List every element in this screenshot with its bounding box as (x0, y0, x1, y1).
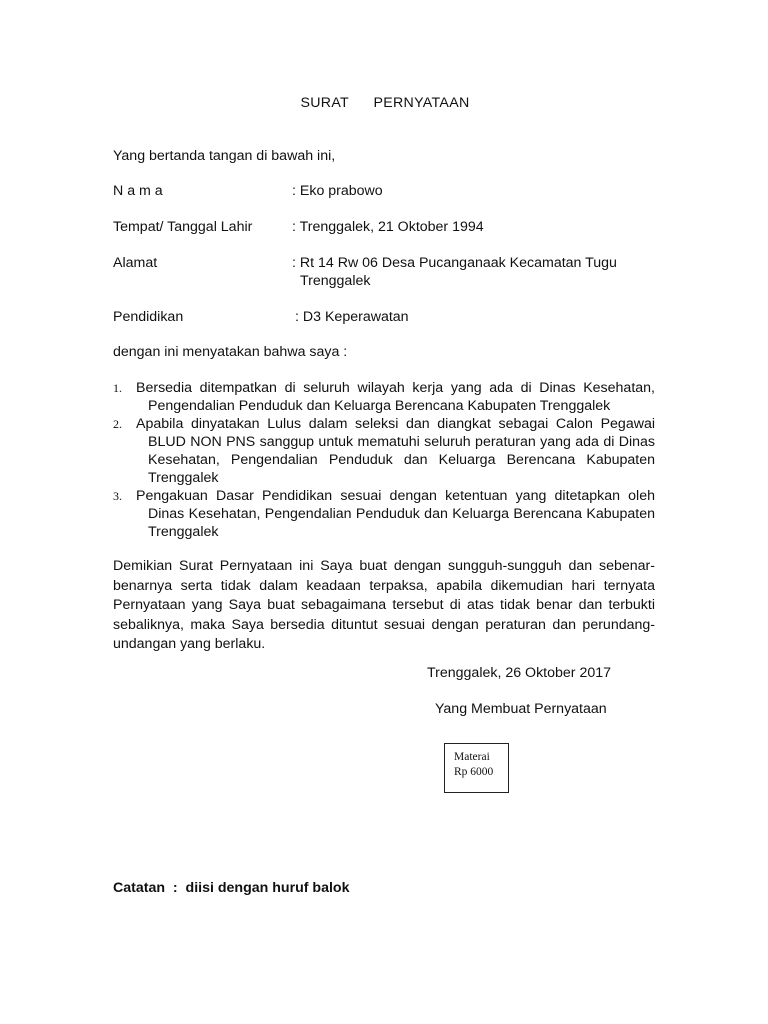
field-label-alamat: Alamat (113, 255, 158, 271)
field-value-alamat-line2: Trenggalek (300, 273, 371, 289)
field-label-nama: N a m a (113, 183, 163, 199)
closing-paragraph: Demikian Surat Pernyataan ini Saya buat dengan sungguh-sungguh dan sebenar-benarnya serta tidak dalam keadaan terpaksa, apabila dikemudian hari ternyata Pernyataan yang Saya buat sebagaimana tersebut di atas tidak benar dan terbukti sebaliknya, maka Saya bersedia dituntut sesuai dengan peraturan dan perundang-undangan yang berlaku. (113, 558, 655, 652)
field-label-ttl: Tempat/ Tanggal Lahir (113, 219, 253, 235)
point-text-body: Bersedia ditempatkan di seluruh wilayah kerja yang ada di Dinas Kesehatan, Pengendalian Penduduk dan Keluarga Berencana Kabupaten Trenggalek (136, 380, 655, 414)
statement-intro: dengan ini menyatakan bahwa saya : (113, 344, 348, 360)
intro-text: Yang bertanda tangan di bawah ini, (113, 148, 336, 164)
place-date: Trenggalek, 26 Oktober 2017 (427, 665, 612, 681)
point-text (136, 379, 655, 415)
field-label-pendidikan: Pendidikan (113, 309, 184, 325)
stamp-line2: Rp 6000 (454, 766, 494, 778)
point-number: 2. (113, 417, 122, 431)
field-value-ttl: : Trenggalek, 21 Oktober 1994 (292, 219, 484, 235)
point-text (136, 487, 655, 541)
point-text-body: Apabila dinyatakan Lulus dalam seleksi dan diangkat sebagai Calon Pegawai BLUD NON PNS sanggup untuk mematuhi seluruh peraturan yang ada di Dinas Kesehatan, Pengendalian Penduduk dan Keluarga Berencana Kabupaten Trenggalek (136, 416, 655, 486)
stamp-box (444, 743, 509, 793)
point-number: 3. (113, 489, 122, 503)
field-value-pendidikan: : D3 Keperawatan (295, 309, 409, 325)
page-title: SURAT PERNYATAAN (300, 95, 470, 111)
note-text: Catatan : diisi dengan huruf balok (113, 880, 350, 896)
point-text-body: Pengakuan Dasar Pendidikan sesuai dengan ketentuan yang ditetapkan oleh Dinas Kesehatan, Pengendalian Penduduk dan Keluarga Berencana Kabupaten Trenggalek (136, 488, 655, 540)
stamp-line1: Materai (454, 751, 490, 763)
point-text (136, 415, 655, 487)
signer-label: Yang Membuat Pernyataan (435, 701, 607, 717)
field-value-nama: : Eko prabowo (292, 183, 383, 199)
point-number: 1. (113, 381, 122, 395)
field-value-alamat: : Rt 14 Rw 06 Desa Pucanganaak Kecamatan Tugu (292, 255, 617, 271)
